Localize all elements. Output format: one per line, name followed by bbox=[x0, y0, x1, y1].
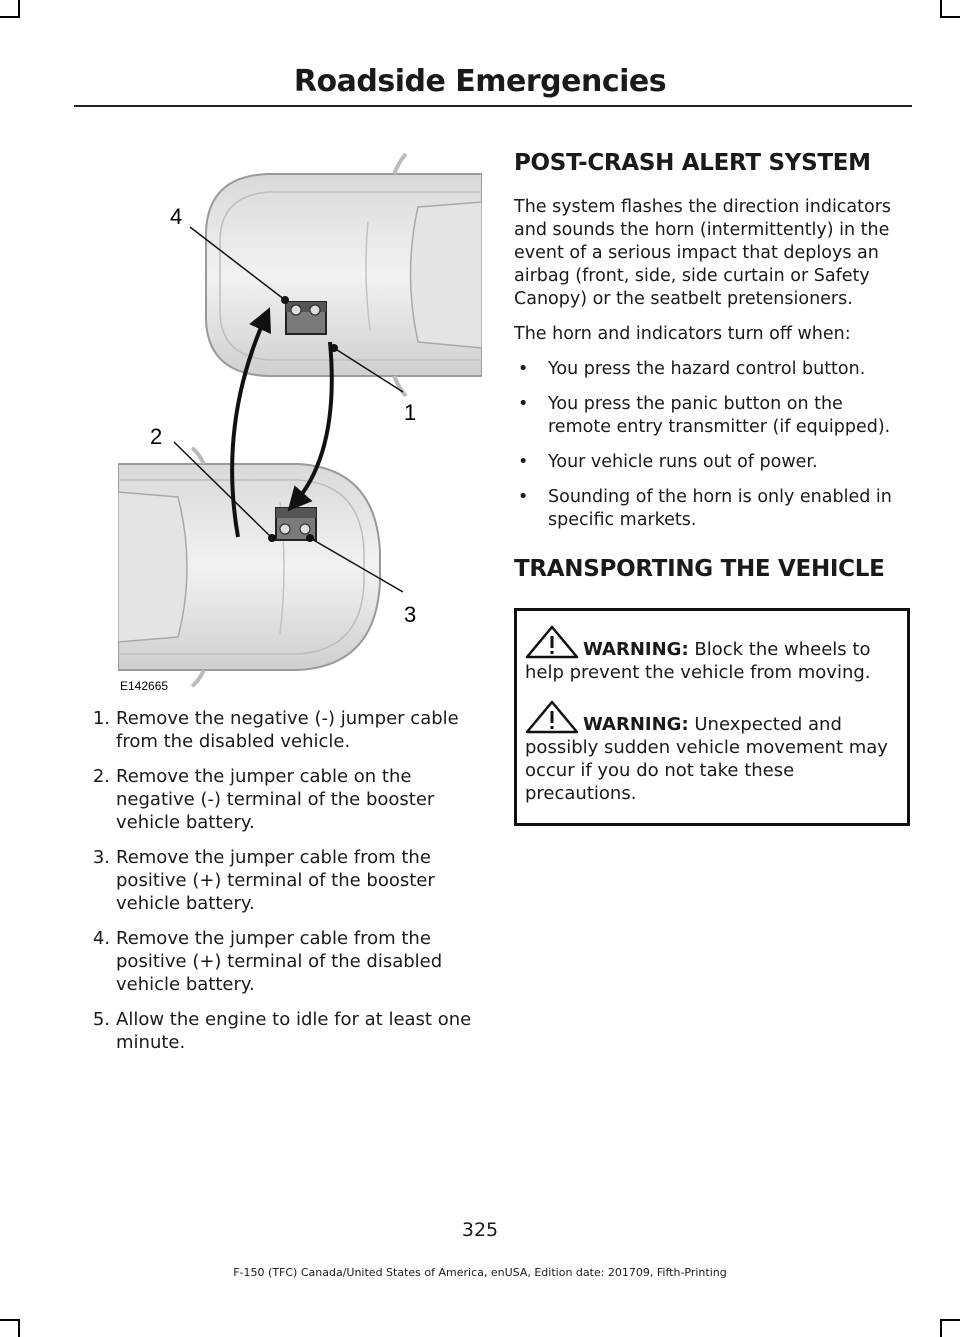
bullet-text: Your vehicle runs out of power. bbox=[548, 452, 818, 472]
list-item bbox=[66, 1008, 486, 1054]
step-number: 1. bbox=[92, 708, 110, 729]
transporting-heading: TRANSPORTING THE VEHICLE bbox=[514, 556, 885, 582]
crop-mark bbox=[18, 0, 20, 16]
bullet-glyph: • bbox=[518, 359, 529, 379]
list-item bbox=[514, 393, 910, 439]
bullet-text: You press the panic button on the remote entry transmitter (if equipped). bbox=[548, 394, 891, 437]
crop-mark bbox=[18, 1319, 20, 1337]
right-column bbox=[514, 150, 910, 826]
crop-mark bbox=[940, 1319, 960, 1321]
callout-3: 3 bbox=[404, 602, 417, 627]
list-item bbox=[66, 765, 486, 834]
bullet-text: Sounding of the horn is only enabled in specific markets. bbox=[548, 487, 892, 530]
list-item bbox=[514, 486, 910, 532]
crop-mark bbox=[0, 1319, 20, 1321]
page-title: Roadside Emergencies bbox=[293, 64, 667, 99]
warning-box bbox=[514, 608, 910, 826]
warning-label: WARNING: bbox=[583, 714, 689, 735]
warning-triangle-icon bbox=[525, 625, 579, 659]
list-item bbox=[66, 846, 486, 915]
list-item bbox=[514, 451, 910, 474]
warning-text: Unexpected and possibly sudden vehicle movement may occur if you do not take these precautions. bbox=[525, 714, 888, 804]
crop-mark bbox=[940, 16, 960, 18]
callout-1: 1 bbox=[404, 400, 417, 425]
edition-info: F-150 (TFC) Canada/United States of America, enUSA, Edition date: 201709, Fifth-Printing bbox=[233, 1266, 727, 1279]
callout-2: 2 bbox=[150, 424, 163, 449]
list-item bbox=[66, 927, 486, 996]
header-rule bbox=[74, 105, 912, 107]
step-number: 5. bbox=[92, 1009, 110, 1030]
step-number: 2. bbox=[92, 766, 110, 787]
crop-mark bbox=[940, 1319, 942, 1337]
step-text: Remove the jumper cable from the positive (+) terminal of the booster vehicle battery. bbox=[116, 847, 435, 914]
jump-start-illustration bbox=[118, 152, 482, 694]
warning-item bbox=[525, 700, 899, 805]
step-text: Remove the negative (-) jumper cable from the disabled vehicle. bbox=[116, 708, 459, 752]
post-crash-lead: The horn and indicators turn off when: bbox=[514, 324, 851, 344]
crop-mark bbox=[0, 16, 20, 18]
booster-vehicle bbox=[118, 448, 380, 686]
list-item bbox=[66, 707, 486, 753]
warning-item bbox=[525, 625, 899, 684]
steps-list bbox=[66, 707, 486, 1054]
warning-text: Block the wheels to help prevent the vehicle from moving. bbox=[525, 639, 871, 683]
figure-code: E142665 bbox=[120, 679, 169, 693]
callout-4: 4 bbox=[170, 204, 183, 229]
bullet-text: You press the hazard control button. bbox=[548, 359, 866, 379]
list-item bbox=[514, 358, 910, 381]
post-crash-intro: The system flashes the direction indicators and sounds the horn (intermittently) in the event of a serious impact that deploys an airbag (front, side, side curtain or Safety Canopy) or the seatbelt pretensioners. bbox=[514, 197, 892, 309]
crop-mark bbox=[940, 0, 942, 16]
warning-label: WARNING: bbox=[583, 639, 689, 660]
step-text: Allow the engine to idle for at least one minute. bbox=[116, 1009, 472, 1053]
bullet-glyph: • bbox=[518, 452, 529, 472]
page-number: 325 bbox=[461, 1219, 499, 1241]
warning-triangle-icon bbox=[525, 700, 579, 734]
bullet-glyph: • bbox=[518, 487, 529, 507]
step-number: 4. bbox=[92, 928, 110, 949]
step-text: Remove the jumper cable on the negative (-) terminal of the booster vehicle battery. bbox=[116, 766, 435, 833]
removal-steps bbox=[66, 707, 486, 1066]
bullet-glyph: • bbox=[518, 394, 529, 414]
post-crash-heading: POST-CRASH ALERT SYSTEM bbox=[514, 150, 871, 176]
step-text: Remove the jumper cable from the positive (+) terminal of the disabled vehicle battery. bbox=[116, 928, 443, 995]
step-number: 3. bbox=[92, 847, 110, 868]
post-crash-bullets bbox=[514, 358, 910, 532]
